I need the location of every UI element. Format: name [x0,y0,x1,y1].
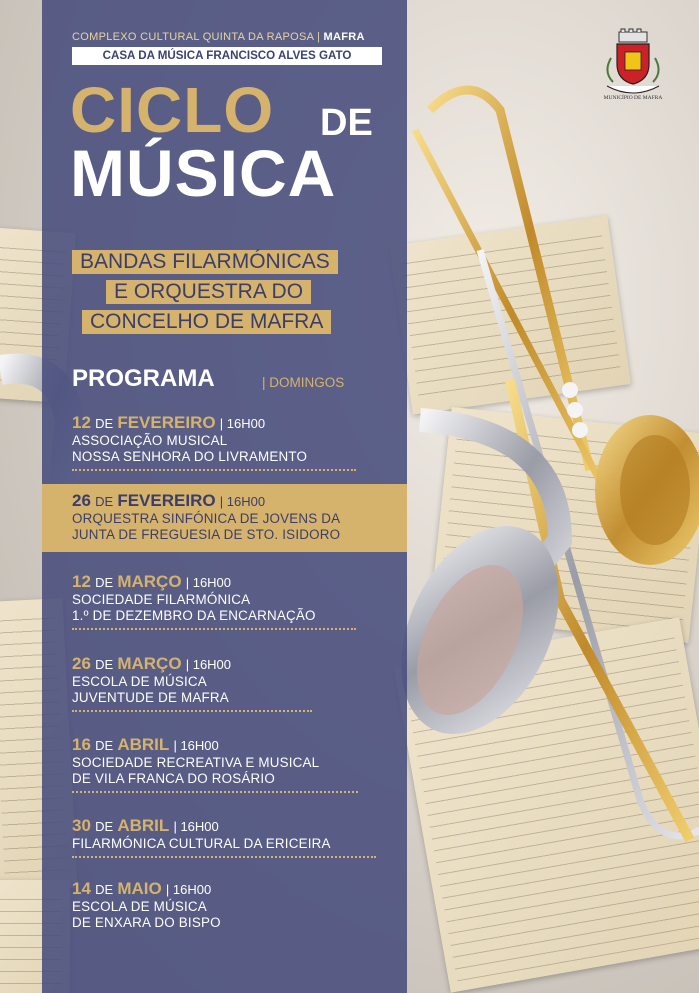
event-line-2: JUNTA DE FREGUESIA DE STO. ISIDORO [72,527,341,542]
event-item [72,414,356,471]
event-month: MARÇO [117,572,182,591]
event-date [72,736,358,755]
municipality-crest-icon [597,28,669,104]
event-line-1: SOCIEDADE RECREATIVA E MUSICAL [72,755,320,770]
event-de: DE [95,819,114,834]
event-time: | 16H00 [165,882,212,897]
event-time: | 16H00 [173,819,219,834]
event-de: DE [95,416,114,431]
event-line-2: 1.º DE DEZEMBRO DA ENCARNAÇÃO [72,608,316,623]
event-date [72,655,312,674]
event-month: FEVEREIRO [117,413,216,432]
subtitle-line-3: CONCELHO DE MAFRA [82,310,331,334]
venue-line [72,31,365,43]
event-line-1: ESCOLA DE MÚSICA [72,899,207,914]
event-date [72,492,392,511]
programa-sub: | DOMINGOS [262,375,345,390]
event-month: ABRIL [117,816,170,835]
event-time: | 16H00 [219,494,266,509]
event-line-1: ESCOLA DE MÚSICA [72,674,207,689]
event-day: 30 [72,816,91,835]
title-musica: MÚSICA [70,136,337,210]
event-month: MARÇO [117,654,182,673]
event-date [72,573,356,592]
house-label: CASA DA MÚSICA FRANCISCO ALVES GATO [72,47,382,65]
event-item [72,736,358,793]
event-line-2: NOSSA SENHORA DO LIVRAMENTO [72,449,308,464]
event-line-1: ASSOCIAÇÃO MUSICAL [72,433,228,448]
event-day: 16 [72,735,91,754]
event-de: DE [95,738,114,753]
event-date [72,414,356,433]
event-day: 12 [72,572,91,591]
event-line-2: DE ENXARA DO BISPO [72,915,221,930]
event-month: FEVEREIRO [117,491,216,510]
event-time: | 16H00 [219,416,266,431]
event-item [72,817,376,858]
event-day: 26 [72,491,91,510]
event-line-1: ORQUESTRA SINFÓNICA DE JOVENS DA [72,511,341,526]
subtitle-line-1: BANDAS FILARMÓNICAS [72,250,338,274]
event-line-2: JUVENTUDE DE MAFRA [72,690,229,705]
title-de: DE [320,102,373,144]
event-day: 14 [72,879,91,898]
event-time: | 16H00 [185,657,232,672]
event-item [72,573,356,630]
title-ciclo: CICLO [70,74,275,146]
event-de: DE [95,494,114,509]
event-date [72,880,356,899]
event-month: MAIO [117,879,162,898]
event-time: | 16H00 [173,738,219,753]
event-day: 12 [72,413,91,432]
event-day: 26 [72,654,91,673]
venue-name: COMPLEXO CULTURAL QUINTA DA RAPOSA | [72,31,321,43]
event-line-1: FILARMÓNICA CULTURAL DA ERICEIRA [72,836,331,851]
event-month: ABRIL [117,735,170,754]
event-de: DE [95,575,114,590]
event-de: DE [95,657,114,672]
event-item [72,880,356,931]
event-de: DE [95,882,114,897]
event-item [72,655,312,712]
programa-heading: PROGRAMA [72,365,215,392]
crest-caption: MUNICÍPIO DE MAFRA [603,95,663,101]
event-item [72,492,392,543]
subtitle-line-2: E ORQUESTRA DO [106,280,311,304]
event-line-2: DE VILA FRANCA DO ROSÁRIO [72,771,275,786]
venue-town: MAFRA [323,31,365,43]
event-date [72,817,376,836]
event-time: | 16H00 [185,575,232,590]
event-line-1: SOCIEDADE FILARMÓNICA [72,592,251,607]
